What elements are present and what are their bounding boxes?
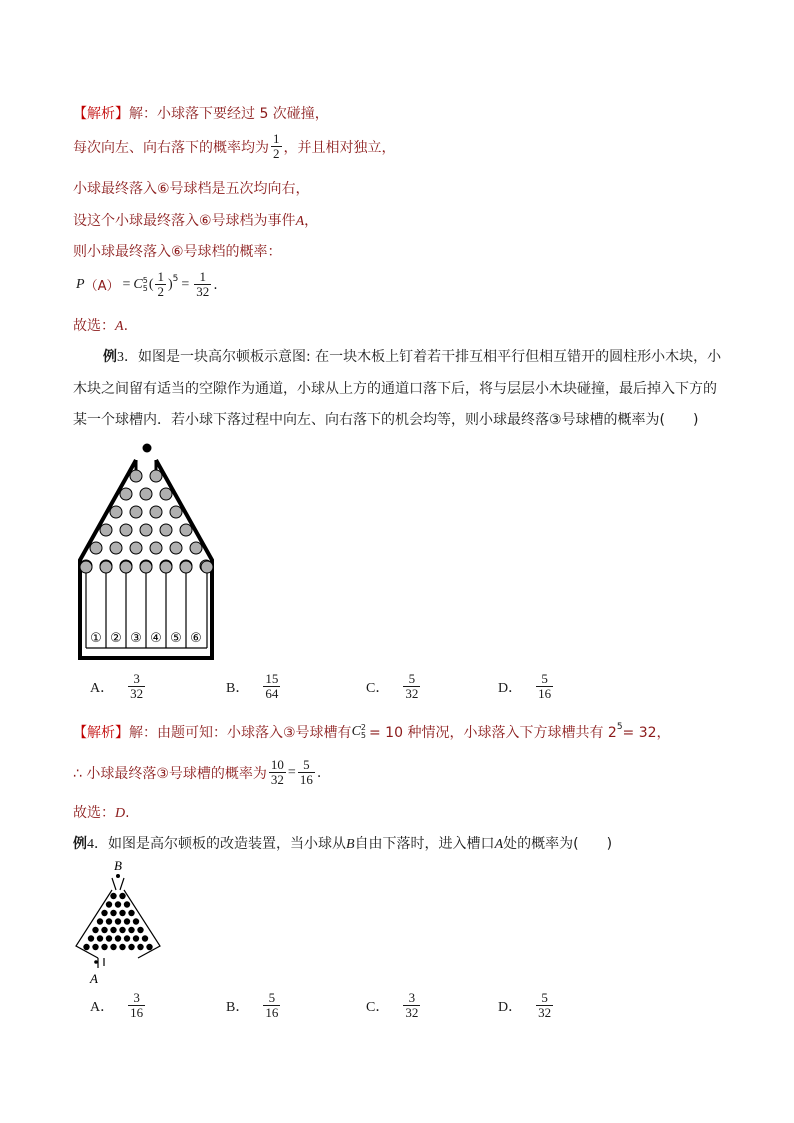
label-a: A — [90, 971, 98, 986]
peg — [137, 927, 143, 933]
example4-option-a[interactable]: A． $\frac{3}{16}$ — [90, 990, 144, 1020]
example3-option-d[interactable]: D． $\frac{5}{16}$ — [498, 671, 552, 701]
peg — [101, 927, 107, 933]
peg — [140, 561, 152, 573]
peg — [137, 944, 143, 950]
peg — [160, 524, 172, 536]
peg — [119, 893, 125, 899]
label-b: B — [114, 858, 122, 873]
peg — [119, 927, 125, 933]
peg — [170, 506, 182, 518]
peg — [146, 944, 152, 950]
peg — [115, 901, 121, 907]
peg — [160, 561, 172, 573]
slot-label: ② — [110, 631, 122, 646]
slot-label: ③ — [130, 631, 142, 646]
analysis-tag: 【解析】 — [73, 106, 129, 122]
peg — [90, 542, 102, 554]
example3-line1: 例3．如图是一块高尔顿板示意图: 在一块木板上钉着若干排互相平行但相互错开的圆柱形小木块，小 — [103, 349, 722, 365]
example4-option-b[interactable]: B． $\frac{5}{16}$ — [226, 990, 279, 1020]
peg — [130, 542, 142, 554]
peg — [124, 935, 130, 941]
peg — [106, 918, 112, 924]
peg — [140, 488, 152, 500]
peg — [110, 910, 116, 916]
fraction-one-half: $\frac{1}{2}$ — [273, 131, 280, 161]
peg — [170, 542, 182, 554]
peg — [92, 927, 98, 933]
peg — [180, 524, 192, 536]
example3-line3: 某一个球槽内．若小球下落过程中向左、向右落下的机会均等，则小球最终落③号球槽的概率为( ) — [73, 412, 699, 428]
peg — [115, 935, 121, 941]
fraction-half-paren: $\frac{1}{2}$ — [157, 269, 164, 299]
slot-label: ⑤ — [170, 631, 182, 646]
peg — [110, 542, 122, 554]
peg — [110, 893, 116, 899]
peg — [150, 542, 162, 554]
analysis1-answer: 故选：A. — [73, 318, 129, 334]
analysis3-line2: ∴ 小球最终落③号球槽的概率为 $\frac{10}{32}$ = $\frac{5}{16}$ . — [73, 757, 322, 787]
peg — [92, 944, 98, 950]
peg — [130, 470, 142, 482]
peg — [180, 561, 192, 573]
peg — [140, 524, 152, 536]
peg — [110, 944, 116, 950]
example-label: 例 — [73, 836, 87, 852]
peg — [88, 935, 94, 941]
example4-option-d[interactable]: D． $\frac{5}{32}$ — [498, 990, 552, 1020]
analysis3-answer: 故选：D. — [73, 805, 130, 821]
peg — [110, 927, 116, 933]
peg — [124, 901, 130, 907]
peg — [106, 935, 112, 941]
example3-line2: 木块之间留有适当的空隙作为通道，小球从上方的通道口落下后，将与层层小木块碰撞，最后掉入下方的 — [73, 381, 717, 397]
peg — [120, 488, 132, 500]
analysis1-line5: 则小球最终落入⑥号球档的概率： — [73, 244, 282, 260]
peg — [110, 506, 122, 518]
peg — [119, 944, 125, 950]
example-label: 例 — [103, 349, 117, 365]
peg — [100, 524, 112, 536]
peg — [128, 927, 134, 933]
example4-line1: 例4．如图是高尔顿板的改造装置，当小球从B自由下落时，进入槽口A处的概率为( ) — [73, 836, 613, 852]
example4-option-c[interactable]: C． $\frac{3}{32}$ — [366, 990, 419, 1020]
peg — [142, 935, 148, 941]
start-ball — [116, 874, 120, 878]
analysis1-line1: 【解析】解：小球落下要经过 5 次碰撞， — [73, 106, 329, 122]
peg — [100, 561, 112, 573]
peg — [101, 910, 107, 916]
analysis1-line3: 小球最终落入⑥号球档是五次均向右， — [73, 181, 310, 197]
peg — [124, 918, 130, 924]
galton-board-figure — [70, 440, 220, 662]
peg — [128, 944, 134, 950]
analysis1-line2: 每次向左、向右落下的概率均为 $\frac{1}{2}$ ，并且相对独立， — [73, 131, 396, 161]
probability-formula: P （A） = C 5 5 ( $\frac{1}{2}$ ) $^5$ = $\frac{1}{32}$ . — [76, 269, 218, 299]
peg — [120, 561, 132, 573]
example3-option-c[interactable]: C． $\frac{5}{32}$ — [366, 671, 419, 701]
peg — [119, 910, 125, 916]
example3-option-a[interactable]: A． $\frac{3}{32}$ — [90, 671, 144, 701]
peg — [97, 935, 103, 941]
fraction-result: $\frac{1}{32}$ — [196, 269, 210, 299]
modified-galton-board-figure — [72, 856, 168, 988]
slot-label: ① — [90, 631, 102, 646]
peg — [120, 524, 132, 536]
peg — [97, 918, 103, 924]
peg — [133, 935, 139, 941]
peg — [150, 470, 162, 482]
peg — [128, 910, 134, 916]
peg — [150, 506, 162, 518]
peg — [83, 944, 89, 950]
peg — [190, 542, 202, 554]
analysis1-line4: 设这个小球最终落入⑥号球档为事件A， — [73, 213, 319, 229]
falling-ball — [143, 444, 152, 453]
peg — [160, 488, 172, 500]
example3-option-b[interactable]: B． $\frac{15}{64}$ — [226, 671, 279, 701]
analysis-tag: 【解析】 — [73, 725, 129, 741]
peg — [133, 918, 139, 924]
peg — [80, 561, 92, 573]
peg — [106, 901, 112, 907]
peg — [201, 561, 213, 573]
slot-label: ⑥ — [190, 631, 202, 646]
peg — [130, 506, 142, 518]
slot-label: ④ — [150, 631, 162, 646]
peg — [115, 918, 121, 924]
peg — [101, 944, 107, 950]
analysis3-line1: 【解析】 解：由题可知：小球落入③号球槽有 C 2 5 = 10 种情况，小球落入下方球槽共有 2 $^5$ = 32， — [73, 722, 671, 741]
